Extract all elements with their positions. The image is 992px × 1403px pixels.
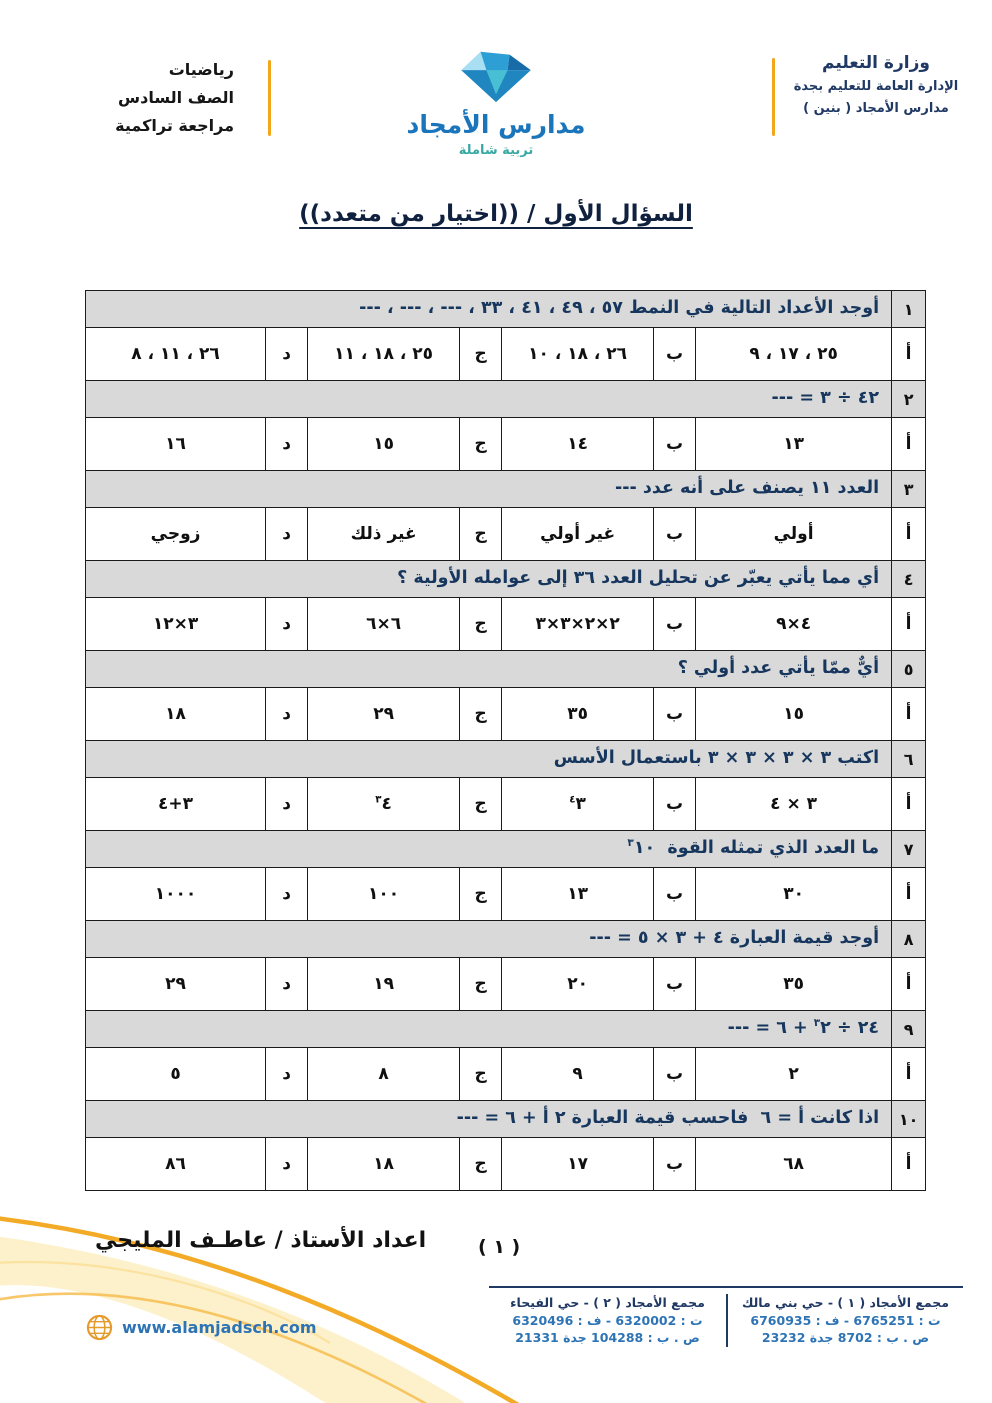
campus-pobox: ص . ب : 8702 جدة 23232 <box>761 1330 930 1345</box>
website-link[interactable]: www.alamjadsch.com <box>122 1318 317 1337</box>
question-number: ١٠ <box>892 1101 926 1138</box>
choice-value-c: ٢٥ ، ١٨ ، ١١ <box>308 328 460 381</box>
choice-value-d: ١٦ <box>86 418 266 471</box>
choice-label-d: د <box>266 328 308 381</box>
question-row <box>86 1101 926 1138</box>
choice-value-d: زوجي <box>86 508 266 561</box>
choice-label-b: ب <box>654 508 696 561</box>
question-row <box>86 561 926 598</box>
question-row <box>86 741 926 778</box>
choice-value-d: ٥ <box>86 1048 266 1101</box>
choice-label-a: أ <box>892 1138 926 1191</box>
choice-label-d: د <box>266 688 308 741</box>
question-number: ٦ <box>892 741 926 778</box>
question-number: ٥ <box>892 651 926 688</box>
choice-value-b: ٢×٢×٣×٣ <box>502 598 654 651</box>
logo-tagline: تربية شاملة <box>458 143 534 158</box>
divider-line <box>268 60 271 136</box>
answers-row <box>86 418 926 471</box>
question-text: أوجد الأعداد التالية في النمط ٥٧ ، ٤٩ ، ٤١ ، ٣٣ ، --- ، --- ، --- <box>86 291 892 328</box>
choice-label-d: د <box>266 1048 308 1101</box>
answers-row <box>86 508 926 561</box>
choice-value-b: ٩ <box>502 1048 654 1101</box>
choice-label-a: أ <box>892 688 926 741</box>
question-number: ٢ <box>892 381 926 418</box>
choice-label-a: أ <box>892 418 926 471</box>
school-logo <box>366 44 626 158</box>
choice-value-b: ١٤ <box>502 418 654 471</box>
choice-value-a: ٣ × ٤ <box>696 778 892 831</box>
divider-line <box>772 58 775 136</box>
question-text: ٤٢ ÷ ٣ = --- <box>86 381 892 418</box>
question-number: ٣ <box>892 471 926 508</box>
header-subject-block <box>58 56 234 140</box>
choice-value-d: ٨٦ <box>86 1138 266 1191</box>
quiz-table <box>85 290 926 1191</box>
choice-label-b: ب <box>654 868 696 921</box>
choice-label-b: ب <box>654 418 696 471</box>
choice-label-a: أ <box>892 508 926 561</box>
question-row <box>86 381 926 418</box>
choice-label-b: ب <box>654 1048 696 1101</box>
choice-value-c: ٢٩ <box>308 688 460 741</box>
choice-label-d: د <box>266 1138 308 1191</box>
choice-label-c: ج <box>460 418 502 471</box>
choice-label-d: د <box>266 778 308 831</box>
answers-row <box>86 1048 926 1101</box>
choice-value-a: ٣٠ <box>696 868 892 921</box>
page-title: السؤال الأول / ((اختيار من متعدد)) <box>299 201 693 227</box>
answers-row <box>86 328 926 381</box>
website <box>86 1314 317 1341</box>
question-text: ٢٤ ÷ $٢^٣$ + ٦ = --- <box>86 1011 892 1048</box>
choice-value-a: ٢ <box>696 1048 892 1101</box>
choice-value-c: $٤^٣$ <box>308 778 460 831</box>
question-text: أي مما يأتي يعبّر عن تحليل العدد ٣٦ إلى عوامله الأولية ؟ <box>86 561 892 598</box>
campus-1-info <box>726 1294 963 1347</box>
choice-label-d: د <box>266 418 308 471</box>
choice-value-c: ١٩ <box>308 958 460 1011</box>
choice-label-b: ب <box>654 598 696 651</box>
globe-icon <box>86 1314 113 1341</box>
ministry-school: مدارس الأمجاد ( بنين ) <box>803 101 949 116</box>
choice-value-a: ٢٥ ، ١٧ ، ٩ <box>696 328 892 381</box>
choice-label-a: أ <box>892 328 926 381</box>
question-number: ٩ <box>892 1011 926 1048</box>
choice-label-a: أ <box>892 778 926 831</box>
answers-row <box>86 778 926 831</box>
answers-row <box>86 958 926 1011</box>
question-row <box>86 471 926 508</box>
choice-value-c: ١٥ <box>308 418 460 471</box>
choice-value-c: غير ذلك <box>308 508 460 561</box>
question-text: اذا كانت أ = ٦ فاحسب قيمة العبارة ٢ أ + ٦ = --- <box>86 1101 892 1138</box>
choice-label-c: ج <box>460 1048 502 1101</box>
choice-value-c: ١٨ <box>308 1138 460 1191</box>
question-text: أوجد قيمة العبارة ٤ + ٣ × ٥ = --- <box>86 921 892 958</box>
question-text: اكتب ٣ × ٣ × ٣ × ٣ باستعمال الأسس <box>86 741 892 778</box>
grade-label: الصف السادس <box>118 88 234 107</box>
question-number: ٨ <box>892 921 926 958</box>
choice-label-a: أ <box>892 1048 926 1101</box>
question-text: ما العدد الذي تمثله القوة $١٠^٣$ <box>86 831 892 868</box>
choice-value-c: ٨ <box>308 1048 460 1101</box>
choice-label-c: ج <box>460 868 502 921</box>
campus-name: مجمع الأمجاد ( ١ ) - حي بني مالك <box>741 1295 950 1310</box>
choice-label-b: ب <box>654 958 696 1011</box>
subject-label: رياضيات <box>168 60 234 79</box>
header-ministry-block <box>786 50 966 120</box>
answers-row <box>86 598 926 651</box>
choice-value-b: ٢٠ <box>502 958 654 1011</box>
choice-value-c: ١٠٠ <box>308 868 460 921</box>
choice-label-c: ج <box>460 508 502 561</box>
choice-value-d: ١٠٠٠ <box>86 868 266 921</box>
question-number: ٧ <box>892 831 926 868</box>
prepared-by: اعداد الأستاذ / عاطـف المليجي <box>95 1228 427 1253</box>
choice-label-a: أ <box>892 598 926 651</box>
question-row <box>86 831 926 868</box>
logo-name: مدارس الأمجاد <box>406 110 586 139</box>
choice-label-d: د <box>266 508 308 561</box>
campus-phone: ت : 6765251 - ف : 6760935 <box>750 1312 941 1328</box>
answers-row <box>86 868 926 921</box>
choice-value-c: ٦×٦ <box>308 598 460 651</box>
choice-value-a: ٦٨ <box>696 1138 892 1191</box>
choice-value-b: ٣٥ <box>502 688 654 741</box>
choice-value-a: أولي <box>696 508 892 561</box>
choice-label-d: د <box>266 958 308 1011</box>
question-text: العدد ١١ يصنف على أنه عدد --- <box>86 471 892 508</box>
choice-label-a: أ <box>892 868 926 921</box>
choice-value-a: ٣٥ <box>696 958 892 1011</box>
question-row <box>86 291 926 328</box>
choice-label-d: د <box>266 868 308 921</box>
choice-label-c: ج <box>460 778 502 831</box>
question-number: ١ <box>892 291 926 328</box>
choice-value-b: $٣^٤$ <box>502 778 654 831</box>
choice-value-b: غير أولي <box>502 508 654 561</box>
choice-value-a: ٤×٩ <box>696 598 892 651</box>
ministry-title: وزارة التعليم <box>822 53 930 73</box>
choice-value-b: ١٧ <box>502 1138 654 1191</box>
campus-pobox: ص . ب : 104288 جدة 21331 <box>515 1330 700 1345</box>
question-number: ٤ <box>892 561 926 598</box>
question-row <box>86 921 926 958</box>
choice-label-b: ب <box>654 778 696 831</box>
contact-block <box>489 1286 963 1347</box>
choice-value-d: ٣×١٢ <box>86 598 266 651</box>
choice-label-b: ب <box>654 1138 696 1191</box>
question-text: أيٌّ ممّا يأتي عدد أولي ؟ <box>86 651 892 688</box>
choice-value-a: ١٥ <box>696 688 892 741</box>
choice-label-c: ج <box>460 1138 502 1191</box>
choice-value-d: ١٨ <box>86 688 266 741</box>
choice-value-b: ١٣ <box>502 868 654 921</box>
choice-label-b: ب <box>654 328 696 381</box>
choice-value-b: ٢٦ ، ١٨ ، ١٠ <box>502 328 654 381</box>
campus-phone: ت : 6320002 - ف : 6320496 <box>512 1312 703 1328</box>
review-label: مراجعة تراكمية <box>115 116 234 135</box>
choice-label-a: أ <box>892 958 926 1011</box>
question-row <box>86 651 926 688</box>
choice-value-d: ٣+٤ <box>86 778 266 831</box>
ministry-admin: الإدارة العامة للتعليم بجدة <box>793 79 959 94</box>
choice-label-d: د <box>266 598 308 651</box>
choice-label-c: ج <box>460 598 502 651</box>
choice-label-c: ج <box>460 688 502 741</box>
choice-value-a: ١٣ <box>696 418 892 471</box>
choice-value-d: ٢٦ ، ١١ ، ٨ <box>86 328 266 381</box>
choice-label-c: ج <box>460 328 502 381</box>
page-number: ( ١ ) <box>478 1236 521 1258</box>
logo-diamond-icon <box>447 44 545 104</box>
campus-name: مجمع الأمجاد ( ٢ ) - حي الفيحاء <box>510 1295 705 1310</box>
choice-value-d: ٢٩ <box>86 958 266 1011</box>
choice-label-b: ب <box>654 688 696 741</box>
question-row <box>86 1011 926 1048</box>
answers-row <box>86 688 926 741</box>
campus-2-info <box>489 1294 726 1347</box>
choice-label-c: ج <box>460 958 502 1011</box>
